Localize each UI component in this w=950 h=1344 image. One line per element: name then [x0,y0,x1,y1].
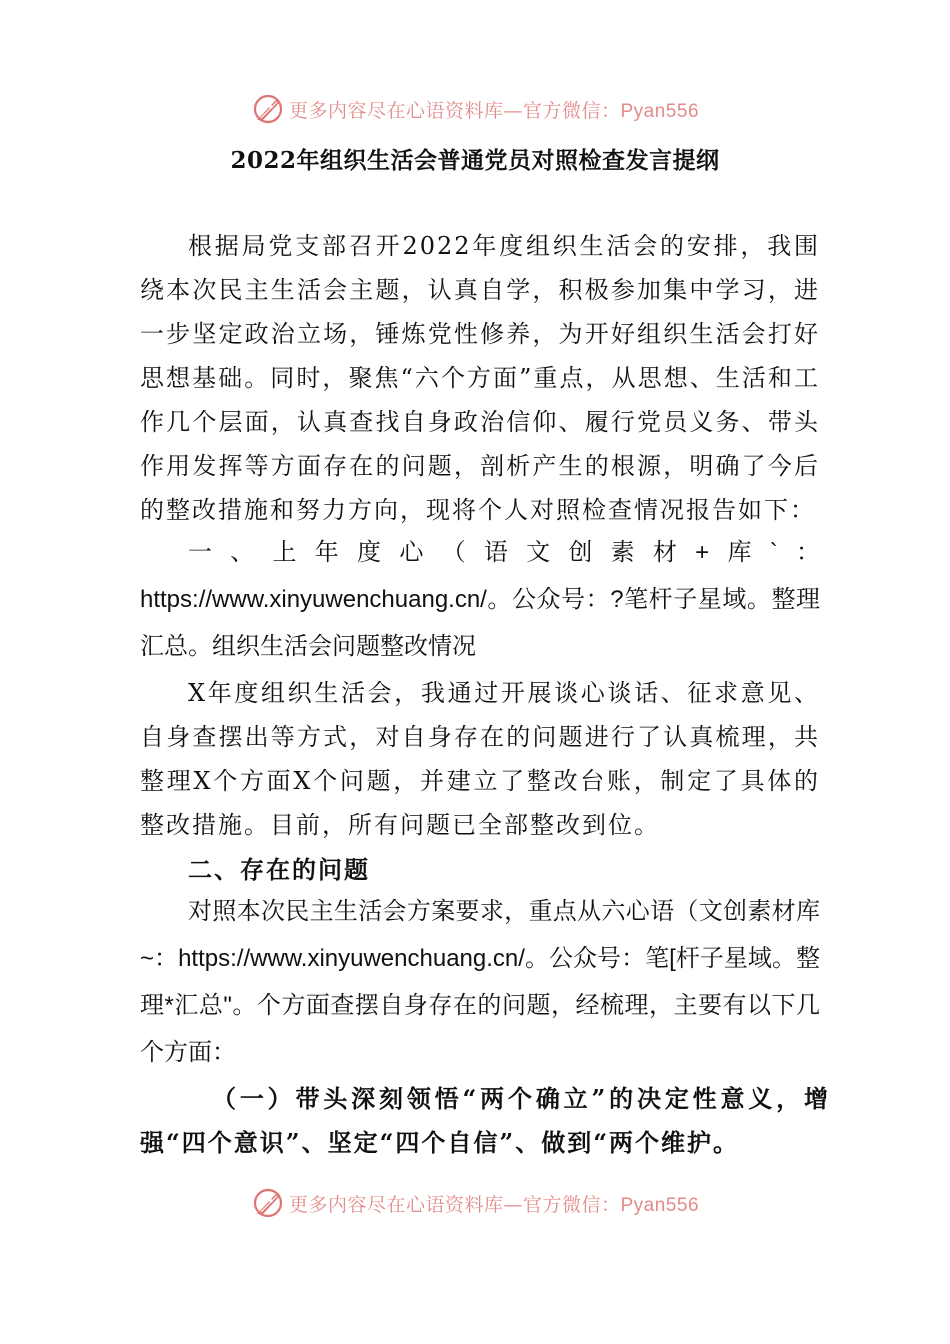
document-title: 2022年组织生活会普通党员对照检查发言提纲 [230,147,720,174]
subheading-1: （一）带头深刻领悟“两个确立”的决定性意义，增强“四个意识”、坚定“四个自信”、做到“两个维护。 [140,1084,830,1157]
header-banner [0,89,950,129]
section2-heading: 二、存在的问题 [188,855,370,884]
intro-paragraph: 根据局党支部召开2022年度组织生活会的安排，我围绕本次民主生活会主题，认真自学，积极参加集中学习，进一步坚定政治立场，锤炼党性修养，为开好组织生活会打好思想基础。同时，聚焦“六个方面”重点，从思想、生活和工作几个层面，认真查找自身政治信仰、履行党员义务、带头作用发挥等方面存在的问题，剖析产生的根源，明确了今后的整改措施和努力方向，现将个人对照检查情况报告如下： [140,232,820,524]
banner-wechat-id: Pyan556 [620,100,700,122]
banner-wechat-id: Pyan556 [620,1194,700,1216]
footer-banner [0,1183,950,1223]
banner-text [289,1190,699,1217]
section1-heading: 一、上年度心（语文创素材+库`：https://www.xinyuwenchuang.cn/。公众号：?笔杆子星域。整理汇总。组织生活会问题整改情况 [140,539,820,660]
quill-seal-icon [251,1186,285,1220]
banner-text [289,96,699,123]
banner-text-cn: 更多内容尽在心语资料库—官方微信： [288,99,621,122]
banner-text-cn: 更多内容尽在心语资料库—官方微信： [288,1193,621,1216]
quill-seal-icon [251,92,285,126]
section2-body: 对照本次民主生活会方案要求，重点从六心语（文创素材库~：https://www.xinyuwenchuang.cn/。公众号：笔[杆子星域。整理*汇总"。个方面查摆自身存在的问题，经梳理，主要有以下几个方面： [140,898,820,1066]
section1-body: X年度组织生活会，我通过开展谈心谈话、征求意见、自身查摆出等方式，对自身存在的问题进行了认真梳理，共整理X个方面X个问题，并建立了整改台账，制定了具体的整改措施。目前，所有问题已全部整改到位。 [140,679,820,839]
